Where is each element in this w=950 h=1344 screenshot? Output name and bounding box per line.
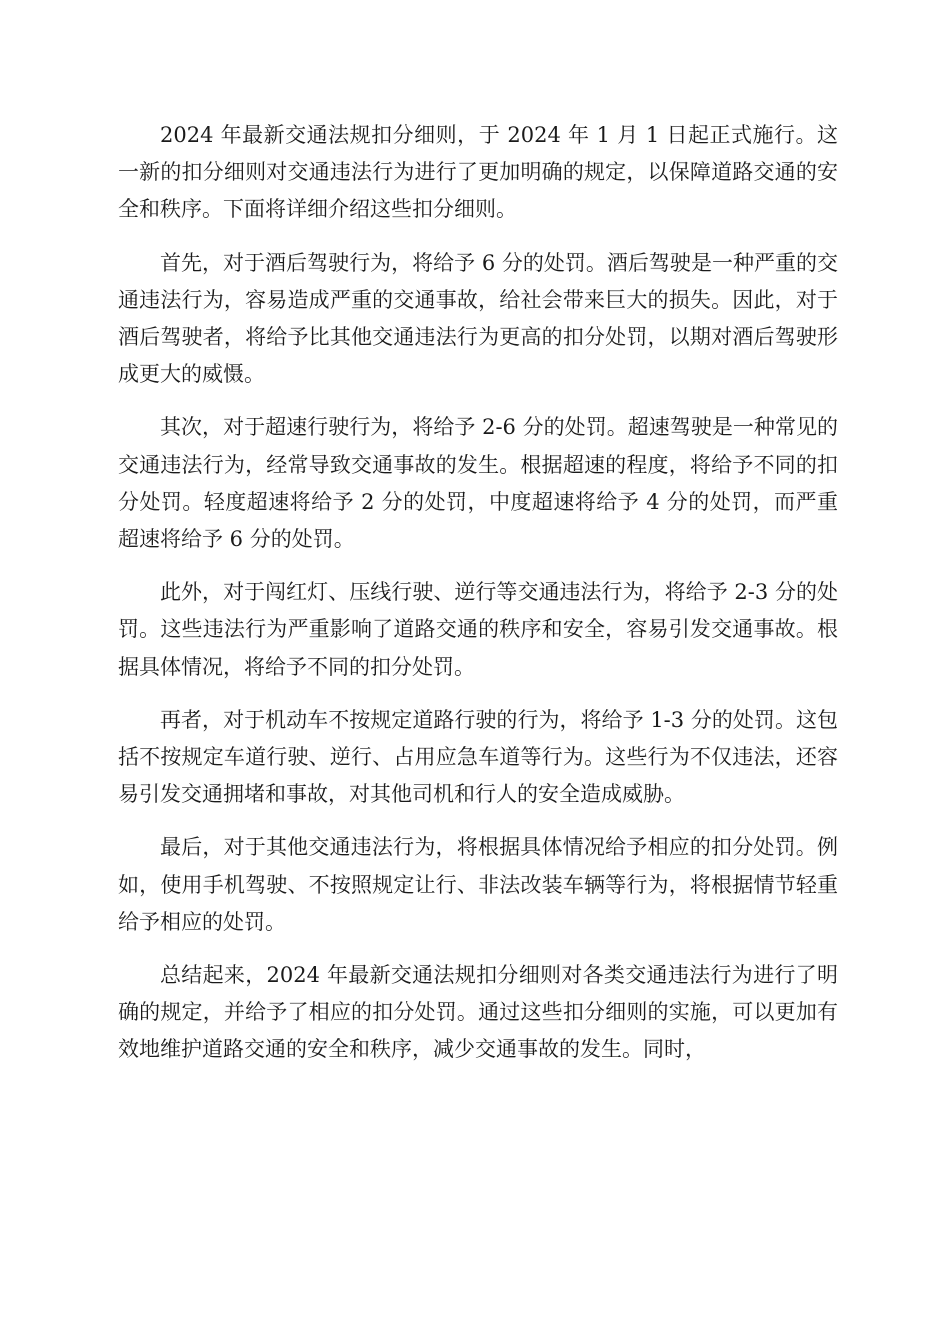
document-body [118,117,838,1085]
paragraph-red-light: 此外，对于闯红灯、压线行驶、逆行等交通违法行为，将给予 2-3 分的处罚。这些违法行为严重影响了道路交通的秩序和安全，容易引发交通事故。根据具体情况，将给予不同的扣分处罚。 [118,580,838,679]
paragraph-summary: 总结起来，2024 年最新交通法规扣分细则对各类交通违法行为进行了明确的规定，并给予了相应的扣分处罚。通过这些扣分细则的实施，可以更加有效地维护道路交通的安全和秩序，减少交通事故的发生。同时， [118,963,838,1062]
paragraph-drunk-driving: 首先，对于酒后驾驶行为，将给予 6 分的处罚。酒后驾驶是一种严重的交通违法行为，容易造成严重的交通事故，给社会带来巨大的损失。因此，对于酒后驾驶者，将给予比其他交通违法行为更高的扣分处罚，以期对酒后驾驶形成更大的威慑。 [118,250,838,387]
paragraph-other-violations: 最后，对于其他交通违法行为，将根据具体情况给予相应的扣分处罚。例如，使用手机驾驶、不按照规定让行、非法改装车辆等行为，将根据情节轻重给予相应的处罚。 [118,835,838,934]
paragraph-lane-violation: 再者，对于机动车不按规定道路行驶的行为，将给予 1-3 分的处罚。这包括不按规定车道行驶、逆行、占用应急车道等行为。这些行为不仅违法，还容易引发交通拥堵和事故，对其他司机和行人的安全造成威胁。 [118,707,838,807]
paragraph-intro: 2024 年最新交通法规扣分细则，于 2024 年 1 月 1 日起正式施行。这一新的扣分细则对交通违法行为进行了更加明确的规定，以保障道路交通的安全和秩序。下面将详细介绍这些扣分细则。 [118,123,838,222]
paragraph-speeding: 其次，对于超速行驶行为，将给予 2-6 分的处罚。超速驾驶是一种常见的交通违法行为，经常导致交通事故的发生。根据超速的程度，将给予不同的扣分处罚。轻度超速将给予 2 分的处罚，中度超速将给予 4 分的处罚，而严重超速将给予 6 分的处罚。 [118,415,838,552]
